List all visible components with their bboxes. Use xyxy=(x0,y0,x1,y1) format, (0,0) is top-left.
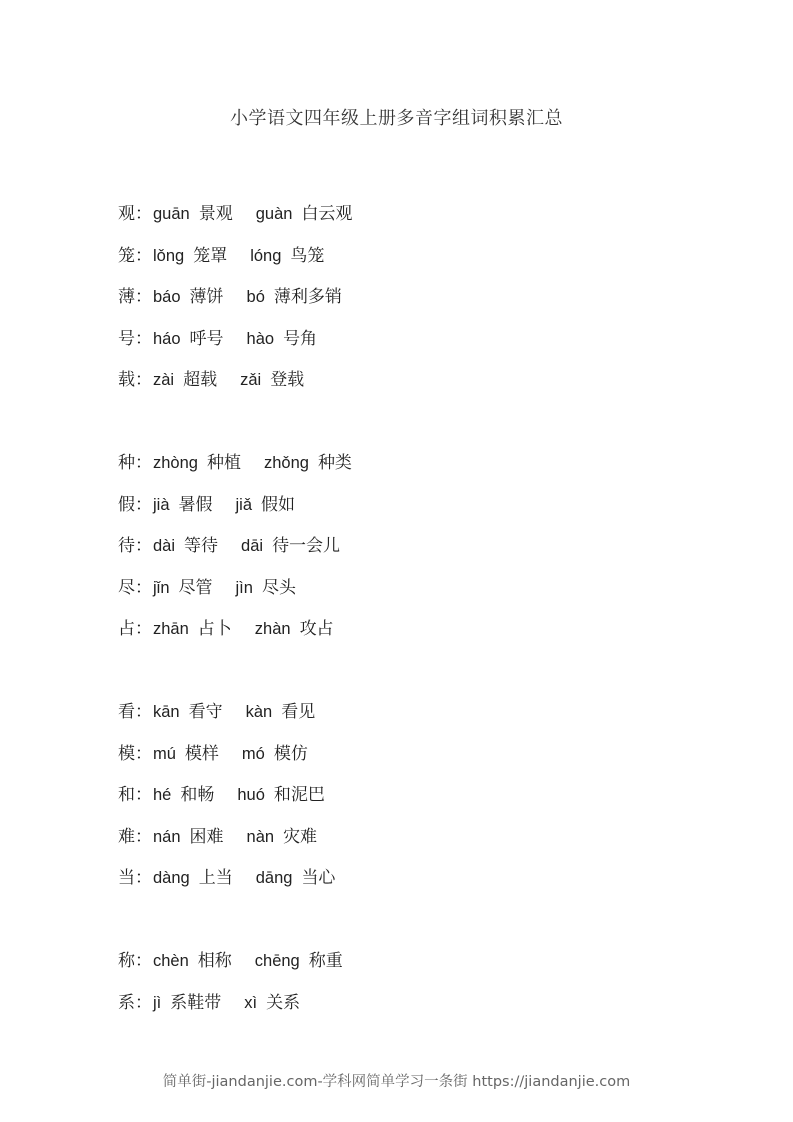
word-1: 薄饼 xyxy=(189,287,224,308)
word-1: 暑假 xyxy=(178,494,213,515)
word-1: 占卜 xyxy=(197,619,232,640)
word-1: 模样 xyxy=(184,743,219,764)
entry-row xyxy=(118,200,718,242)
entry-row xyxy=(118,615,718,657)
pinyin-1: dàng xyxy=(153,869,190,888)
pinyin-2: nàn xyxy=(246,827,275,846)
word-2: 鸟笼 xyxy=(290,245,325,266)
word-2: 尽头 xyxy=(261,577,296,598)
pinyin-1: hé xyxy=(153,786,172,805)
word-2: 攻占 xyxy=(299,619,334,640)
pinyin-1: báo xyxy=(153,288,181,307)
pinyin-2: zǎi xyxy=(240,371,262,390)
pinyin-2: jiǎ xyxy=(235,495,253,514)
page-title: 小学语文四年级上册多音字组词积累汇总 xyxy=(230,108,563,129)
pinyin-1: lǒng xyxy=(153,246,185,265)
entry-char: 系： xyxy=(118,992,152,1013)
entry-char: 难： xyxy=(118,826,152,847)
entry-char: 看： xyxy=(118,701,152,722)
entry-row xyxy=(118,947,718,989)
entry-row xyxy=(118,283,718,325)
pinyin-2: mó xyxy=(241,744,265,763)
entry-char: 尽： xyxy=(118,577,152,598)
entry-row xyxy=(118,698,718,740)
entry-group-4 xyxy=(118,947,718,1030)
footer-watermark: 简单街-jiandanjie.com-学科网简单学习一条街 https://jiandanjie.com xyxy=(162,1074,631,1090)
entry-row xyxy=(118,491,718,533)
entry-group-2 xyxy=(118,449,718,657)
word-2: 灾难 xyxy=(283,826,318,847)
entry-row xyxy=(118,864,718,906)
entry-group-1 xyxy=(118,200,718,408)
pinyin-2: lóng xyxy=(250,246,282,265)
word-2: 号角 xyxy=(283,328,318,349)
word-1: 和畅 xyxy=(180,785,215,806)
word-1: 景观 xyxy=(198,204,233,224)
word-1: 等待 xyxy=(184,536,219,557)
entry-char: 待： xyxy=(118,536,152,557)
word-2: 薄利多销 xyxy=(273,287,342,308)
pinyin-1: zhòng xyxy=(153,453,198,472)
entry-char: 薄： xyxy=(118,287,152,308)
pinyin-1: jì xyxy=(153,993,162,1012)
pinyin-1: chèn xyxy=(153,951,189,970)
word-1: 笼罩 xyxy=(193,245,228,266)
entry-char: 称： xyxy=(118,950,152,971)
word-1: 呼号 xyxy=(189,328,224,349)
pinyin-1: mú xyxy=(153,744,176,763)
pinyin-2: guàn xyxy=(255,205,293,223)
pinyin-1: guān xyxy=(153,205,190,223)
pinyin-2: chēng xyxy=(254,951,300,970)
entry-char: 占： xyxy=(118,619,152,640)
entry-row xyxy=(118,366,718,408)
pinyin-2: hào xyxy=(246,329,275,348)
entry-list xyxy=(118,200,718,1071)
pinyin-2: jìn xyxy=(235,578,253,597)
word-2: 白云观 xyxy=(301,204,353,224)
pinyin-2: bó xyxy=(246,288,265,307)
entry-char: 当： xyxy=(118,868,152,889)
word-1: 困难 xyxy=(189,826,224,847)
entry-group-3 xyxy=(118,698,718,906)
word-2: 假如 xyxy=(261,494,296,515)
word-2: 称重 xyxy=(308,950,343,971)
entry-char: 假： xyxy=(118,494,152,515)
word-2: 待一会儿 xyxy=(272,536,341,557)
pinyin-1: nán xyxy=(153,827,181,846)
word-2: 模仿 xyxy=(273,743,308,764)
entry-row xyxy=(118,574,718,616)
pinyin-2: zhǒng xyxy=(263,453,309,472)
pinyin-2: dāi xyxy=(241,537,264,556)
word-2: 和泥巴 xyxy=(273,785,325,806)
entry-char: 模： xyxy=(118,743,152,764)
word-1: 相称 xyxy=(197,950,232,971)
pinyin-2: xì xyxy=(244,993,258,1012)
entry-row xyxy=(118,781,718,823)
word-1: 超载 xyxy=(183,370,218,391)
pinyin-2: dāng xyxy=(255,869,293,888)
entry-char: 笼： xyxy=(118,245,152,266)
word-2: 看见 xyxy=(281,701,316,722)
entry-row xyxy=(118,740,718,782)
entry-row xyxy=(118,532,718,574)
word-2: 种类 xyxy=(317,452,352,473)
entry-char: 种： xyxy=(118,452,152,473)
word-2: 登载 xyxy=(270,370,305,391)
word-1: 尽管 xyxy=(178,577,213,598)
word-2: 关系 xyxy=(266,992,301,1013)
pinyin-2: kàn xyxy=(245,702,273,721)
entry-char: 和： xyxy=(118,785,152,806)
entry-row xyxy=(118,325,718,367)
word-1: 系鞋带 xyxy=(170,992,222,1013)
pinyin-2: huó xyxy=(237,786,265,805)
pinyin-2: zhàn xyxy=(254,620,291,639)
word-1: 上当 xyxy=(198,868,233,889)
pinyin-1: zài xyxy=(153,371,175,390)
pinyin-1: jià xyxy=(153,495,170,514)
entry-char: 载： xyxy=(118,370,152,391)
entry-char: 观： xyxy=(118,204,152,224)
pinyin-1: jǐn xyxy=(153,578,170,597)
pinyin-1: zhān xyxy=(153,620,189,639)
entry-row xyxy=(118,823,718,865)
entry-row xyxy=(118,242,718,284)
entry-row xyxy=(118,989,718,1031)
entry-char: 号： xyxy=(118,328,152,349)
pinyin-1: kān xyxy=(153,702,180,721)
pinyin-1: háo xyxy=(153,329,181,348)
pinyin-1: dài xyxy=(153,537,176,556)
word-1: 种植 xyxy=(206,452,241,473)
word-1: 看守 xyxy=(188,701,223,722)
word-2: 当心 xyxy=(301,868,336,889)
entry-row xyxy=(118,449,718,491)
